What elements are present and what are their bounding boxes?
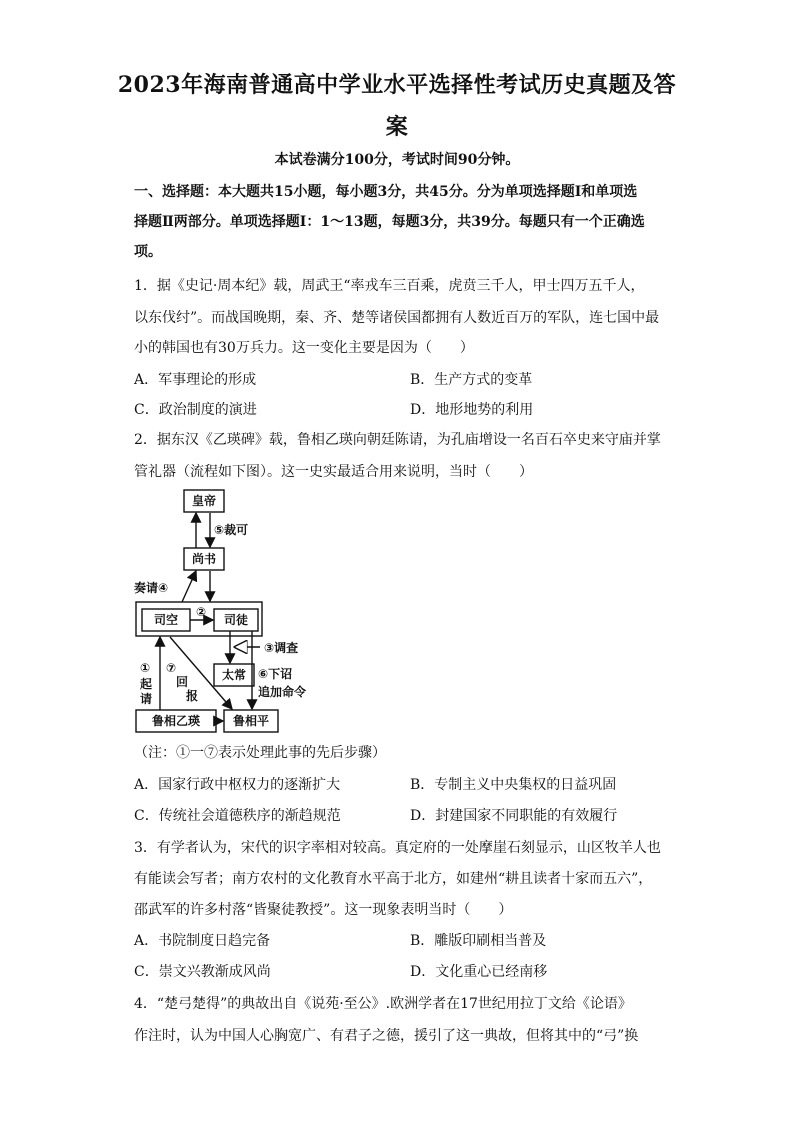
q2-option-c: C．传统社会道德秩序的渐趋规范 — [134, 808, 341, 824]
q3-option-b: B．雕版印刷相当普及 — [410, 933, 547, 949]
q4-stem-line1: 4．“楚弓楚得”的典故出自《说苑·至公》.欧洲学者在17世纪用拉丁文给《论语》 — [134, 996, 632, 1012]
q1-option-d: D．地形地势的利用 — [410, 402, 534, 418]
q2-option-b: B．专制主义中央集权的日益巩固 — [410, 777, 617, 793]
q3-stem-line3: 邵武军的许多村落“皆聚徒教授”。这一现象表明当时（ ） — [134, 902, 513, 918]
document-title-line1: 2023年海南普通高中学业水平选择性考试历史真题及答 — [117, 72, 677, 98]
q3-option-c: C．崇文兴教渐成风尚 — [134, 964, 271, 980]
section1-line2: 择题Ⅱ两部分。单项选择题Ⅰ：1～13题，每题3分，共39分。每题只有一个正确选 — [134, 214, 645, 230]
q3-stem-line1: 3．有学者认为，宋代的识字率相对较高。真定府的一处摩崖石刻显示，山区牧羊人也 — [134, 840, 661, 856]
q2-process-diagram — [130, 484, 330, 740]
document-title-line2: 案 — [385, 114, 409, 140]
q2-stem-line1: 2．据东汉《乙瑛碑》载，鲁相乙瑛向朝廷陈请，为孔庙增设一名百石卒史来守庙并掌 — [134, 432, 661, 448]
label-step6b: 追加命令 — [258, 685, 307, 699]
label-step1-a: 起 — [140, 677, 153, 691]
label-taichang: 太常 — [221, 668, 247, 682]
label-step1-b: 请 — [140, 692, 153, 706]
label-step4: 奏请④ — [134, 581, 169, 595]
label-situ: 司徒 — [223, 613, 249, 627]
q2-option-a: A．国家行政中枢权力的逐渐扩大 — [134, 777, 341, 793]
q2-diagram-note: （注：①一⑦表示处理此事的先后步骤） — [134, 745, 386, 761]
label-step7-num: ⑦ — [166, 661, 177, 675]
label-step7-a: 回 — [176, 675, 189, 689]
label-lu-ping: 鲁相平 — [232, 714, 270, 728]
q3-option-a: A．书院制度日趋完备 — [134, 933, 271, 949]
label-sikong: 司空 — [153, 613, 179, 627]
label-step5: ⑤裁可 — [214, 523, 249, 537]
q1-option-c: C．政治制度的演进 — [134, 402, 257, 418]
label-lu-yiying: 鲁相乙瑛 — [151, 714, 201, 728]
q3-option-d: D．文化重心已经南移 — [410, 964, 548, 980]
label-shangshu: 尚书 — [191, 552, 217, 566]
arrow-step4 — [182, 571, 196, 602]
q1-stem-line2: 以东伐纣”。而战国晚期，秦、齐、楚等诸侯国都拥有人数近百万的军队，连七国中最 — [134, 310, 660, 326]
section1-line3: 项。 — [134, 244, 162, 260]
label-emperor: 皇帝 — [191, 494, 217, 508]
q1-stem-line3: 小的韩国也有30万兵力。这一变化主要是因为（ ） — [134, 340, 474, 356]
q3-stem-line2: 有能读会写者；南方农村的文化教育水平高于北方，如建州“耕且读者十家而五六”， — [134, 871, 653, 887]
label-step3: ③调查 — [264, 641, 299, 655]
q2-stem-line2: 管礼器（流程如下图）。这一史实最适合用来说明，当时（ ） — [134, 464, 533, 480]
label-step7-b: 报 — [186, 689, 199, 703]
exam-note: 本试卷满分100分，考试时间90分钟。 — [274, 152, 520, 168]
q2-option-d: D．封建国家不同职能的有效履行 — [410, 808, 618, 824]
label-step1-num: ① — [140, 661, 151, 675]
section1-line1: 一、选择题：本大题共15小题，每小题3分，共45分。分为单项选择题Ⅰ和单项选 — [134, 184, 638, 200]
q1-stem-line1: 1．据《史记·周本纪》载，周武王“率戎车三百乘，虎贲三千人，甲士四万五千人， — [134, 278, 645, 294]
q4-stem-line2: 作注时，认为中国人心胸宽广、有君子之德，援引了这一典故，但将其中的“弓”换 — [134, 1028, 639, 1044]
q1-option-b: B．生产方式的变革 — [410, 372, 533, 388]
label-step2: ② — [196, 605, 207, 619]
q1-option-a: A．军事理论的形成 — [134, 372, 257, 388]
label-step6a: ⑥下诏 — [258, 667, 293, 681]
